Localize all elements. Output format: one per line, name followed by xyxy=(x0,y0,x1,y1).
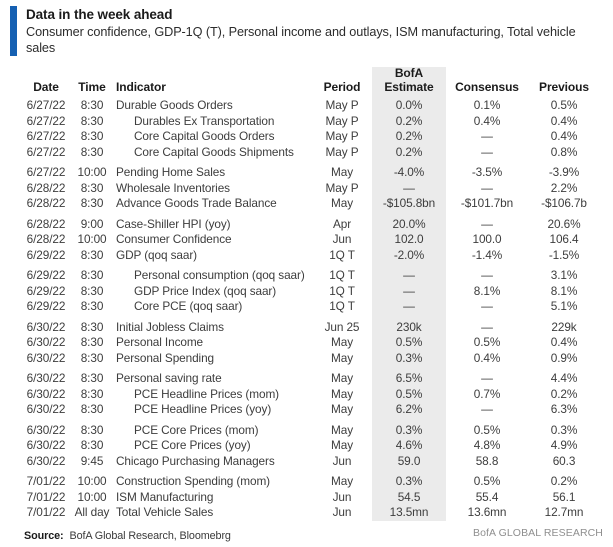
bofa-estimate-cell: 54.5 xyxy=(397,489,421,504)
date-cell: 6/29/22 xyxy=(26,247,66,262)
indicator-cell: Advance Goods Trade Balance xyxy=(116,196,277,210)
consensus-cell: 0.5% xyxy=(473,422,501,437)
previous-cell: 229k xyxy=(551,319,577,334)
table-row xyxy=(0,145,613,161)
indicator-cell: PCE Core Prices (mom) xyxy=(134,422,259,437)
previous-cell: 0.3% xyxy=(550,422,578,437)
column-header-previous: Previous xyxy=(539,79,589,94)
economic-calendar-table xyxy=(0,67,613,521)
consensus-cell: — xyxy=(481,268,493,282)
time-cell: 9:00 xyxy=(80,216,104,231)
indicator-cell: Pending Home Sales xyxy=(116,165,226,179)
time-cell: 8:30 xyxy=(80,335,104,349)
time-cell: 8:30 xyxy=(80,180,104,195)
date-cell: 6/30/22 xyxy=(26,350,66,365)
period-cell: Jun xyxy=(332,453,352,468)
period-cell: 1Q T xyxy=(329,247,355,262)
period-cell: May P xyxy=(325,180,359,195)
time-cell: 10:00 xyxy=(77,489,107,504)
table-row xyxy=(0,454,613,470)
consensus-cell: 58.8 xyxy=(475,453,499,468)
bofa-estimate-cell: — xyxy=(403,268,415,282)
indicator-cell: ISM Manufacturing xyxy=(116,489,214,504)
exhibit-subtitle: Consumer confidence, GDP-1Q (T), Personal income and outlays, ISM manufacturing, Total vehicle sales xyxy=(26,25,576,55)
bofa-estimate-cell: 4.6% xyxy=(395,438,423,452)
date-cell: 7/01/22 xyxy=(26,474,66,488)
previous-cell: 20.6% xyxy=(547,216,581,231)
date-cell: 6/27/22 xyxy=(26,165,66,179)
previous-cell: 2.2% xyxy=(550,180,578,195)
indicator-cell: Personal Income xyxy=(116,335,204,349)
bofa-estimate-cell: 230k xyxy=(396,319,422,334)
date-cell: 6/27/22 xyxy=(26,98,66,112)
period-cell: Jun xyxy=(332,232,352,246)
period-cell: May xyxy=(331,422,353,437)
indicator-cell: Personal consumption (qoq saar) xyxy=(134,268,305,282)
indicator-cell: GDP Price Index (qoq saar) xyxy=(134,283,277,298)
previous-cell: 3.1% xyxy=(550,268,578,282)
date-cell: 6/30/22 xyxy=(26,386,66,401)
table-row xyxy=(0,268,613,284)
date-cell: 6/30/22 xyxy=(26,319,66,334)
period-cell: May xyxy=(331,438,353,452)
bofa-estimate-cell: 0.5% xyxy=(395,386,423,401)
indicator-cell: Durable Goods Orders xyxy=(116,98,233,112)
date-cell: 6/30/22 xyxy=(26,371,66,385)
column-header-bofa-estimate xyxy=(372,67,446,94)
date-cell: 7/01/22 xyxy=(26,505,66,519)
bofa-estimate-cell: 0.0% xyxy=(395,98,423,112)
bofa-estimate-cell: 0.5% xyxy=(395,335,423,349)
period-cell: 1Q T xyxy=(329,299,355,313)
consensus-cell: 0.1% xyxy=(473,98,501,112)
table-body xyxy=(0,98,613,521)
table-row xyxy=(0,490,613,506)
bofa-global-research-watermark: BofA GLOBAL RESEARCH xyxy=(473,527,603,539)
table-row xyxy=(0,232,613,248)
bofa-estimate-cell: 0.2% xyxy=(395,113,423,128)
date-cell: 6/28/22 xyxy=(26,180,66,195)
time-cell: 8:30 xyxy=(80,422,104,437)
bofa-estimate-cell: 6.2% xyxy=(395,402,423,416)
time-cell: 8:30 xyxy=(80,247,104,262)
time-cell: 8:30 xyxy=(80,350,104,365)
time-cell: 8:30 xyxy=(80,268,104,282)
previous-cell: 5.1% xyxy=(550,299,578,313)
bofa-estimate-cell: -$105.8bn xyxy=(382,196,436,210)
period-cell: 1Q T xyxy=(329,283,355,298)
previous-cell: 0.2% xyxy=(550,474,578,488)
period-cell: May P xyxy=(325,144,359,159)
table-row xyxy=(0,248,613,264)
consensus-cell: — xyxy=(481,129,493,143)
period-cell: May xyxy=(331,402,353,416)
column-header-period: Period xyxy=(323,79,361,94)
time-cell: 8:30 xyxy=(80,402,104,416)
previous-cell: 0.5% xyxy=(550,98,578,112)
table-row xyxy=(0,284,613,300)
bofa-estimate-cell: 0.3% xyxy=(395,350,423,365)
consensus-cell: 0.5% xyxy=(473,335,501,349)
header-text xyxy=(26,6,603,56)
consensus-cell: 4.8% xyxy=(473,438,501,452)
consensus-cell: -$101.7bn xyxy=(460,196,514,210)
period-cell: May xyxy=(331,165,353,179)
bofa-estimate-cell: -2.0% xyxy=(393,247,425,262)
previous-cell: 12.7mn xyxy=(544,505,584,519)
previous-cell: -3.9% xyxy=(548,165,580,179)
indicator-cell: Total Vehicle Sales xyxy=(116,505,214,519)
consensus-cell: 0.7% xyxy=(473,386,501,401)
indicator-cell: Durables Ex Transportation xyxy=(134,113,275,128)
period-cell: May xyxy=(331,474,353,488)
consensus-cell: 100.0 xyxy=(472,232,502,246)
table-row xyxy=(0,387,613,403)
previous-cell: 6.3% xyxy=(550,402,578,416)
bofa-estimate-cell: 102.0 xyxy=(394,232,424,246)
column-header-consensus: Consensus xyxy=(455,79,519,94)
previous-cell: 4.4% xyxy=(550,371,578,385)
bofa-estimate-cell: 0.2% xyxy=(395,144,423,159)
period-cell: May P xyxy=(325,113,359,128)
consensus-cell: — xyxy=(481,180,493,195)
date-cell: 6/28/22 xyxy=(26,232,66,246)
consensus-cell: — xyxy=(481,371,493,385)
date-cell: 6/28/22 xyxy=(26,216,66,231)
indicator-cell: Consumer Confidence xyxy=(116,232,232,246)
consensus-cell: 13.6mn xyxy=(467,505,507,519)
exhibit-title: Data in the week ahead xyxy=(26,7,173,22)
previous-cell: 56.1 xyxy=(552,489,576,504)
indicator-cell: Construction Spending (mom) xyxy=(116,474,271,488)
period-cell: May xyxy=(331,371,353,385)
source-text: BofA Global Research, Bloomebrg xyxy=(69,529,231,542)
indicator-cell: Personal saving rate xyxy=(116,371,222,385)
bofa-estimate-cell: — xyxy=(403,283,415,298)
column-header-time: Time xyxy=(78,79,106,94)
date-cell: 6/29/22 xyxy=(26,268,66,282)
consensus-cell: — xyxy=(481,216,493,231)
bofa-estimate-cell: 6.5% xyxy=(395,371,423,385)
previous-cell: 0.4% xyxy=(550,113,578,128)
bofa-estimate-line1: BofA xyxy=(394,66,424,80)
period-cell: May xyxy=(331,335,353,349)
previous-cell: -$106.7b xyxy=(541,196,587,210)
time-cell: 10:00 xyxy=(77,474,107,488)
bofa-estimate-cell: — xyxy=(403,180,415,195)
indicator-cell: GDP (qoq saar) xyxy=(116,247,197,262)
table-row xyxy=(0,371,613,387)
bofa-estimate-cell: 0.3% xyxy=(395,422,423,437)
time-cell: 8:30 xyxy=(80,144,104,159)
table-row xyxy=(0,423,613,439)
date-cell: 6/30/22 xyxy=(26,402,66,416)
indicator-cell: Chicago Purchasing Managers xyxy=(116,453,275,468)
period-cell: May P xyxy=(325,129,359,143)
time-cell: 8:30 xyxy=(80,319,104,334)
period-cell: 1Q T xyxy=(329,268,355,282)
consensus-cell: 0.4% xyxy=(473,350,501,365)
date-cell: 6/27/22 xyxy=(26,129,66,143)
time-cell: All day xyxy=(74,505,110,519)
indicator-cell: Initial Jobless Claims xyxy=(116,319,224,334)
period-cell: May xyxy=(331,196,353,210)
date-cell: 6/28/22 xyxy=(26,196,66,210)
consensus-cell: — xyxy=(481,402,493,416)
table-row xyxy=(0,474,613,490)
time-cell: 9:45 xyxy=(80,453,104,468)
period-cell: May P xyxy=(325,98,359,112)
period-cell: May xyxy=(331,386,353,401)
exhibit-header xyxy=(0,0,613,56)
date-cell: 6/30/22 xyxy=(26,438,66,452)
indicator-cell: Wholesale Inventories xyxy=(116,180,230,195)
indicator-cell: Core Capital Goods Orders xyxy=(134,129,275,143)
date-cell: 6/30/22 xyxy=(26,422,66,437)
indicator-cell: Core PCE (qoq saar) xyxy=(134,299,243,313)
time-cell: 8:30 xyxy=(80,438,104,452)
time-cell: 8:30 xyxy=(80,283,104,298)
previous-cell: -1.5% xyxy=(548,247,580,262)
indicator-cell: PCE Headline Prices (yoy) xyxy=(134,402,272,416)
consensus-cell: -3.5% xyxy=(471,165,503,179)
table-row xyxy=(0,129,613,145)
date-cell: 6/30/22 xyxy=(26,453,66,468)
time-cell: 10:00 xyxy=(77,232,107,246)
indicator-cell: PCE Core Prices (yoy) xyxy=(134,438,251,452)
accent-bar xyxy=(10,6,17,56)
table-row xyxy=(0,505,613,521)
table-row xyxy=(0,351,613,367)
table-row xyxy=(0,320,613,336)
period-cell: Jun xyxy=(332,505,352,519)
time-cell: 8:30 xyxy=(80,196,104,210)
time-cell: 8:30 xyxy=(80,98,104,112)
time-cell: 8:30 xyxy=(80,129,104,143)
bofa-estimate-cell: 59.0 xyxy=(397,453,421,468)
consensus-cell: — xyxy=(481,144,493,159)
consensus-cell: 0.5% xyxy=(473,474,501,488)
table-row xyxy=(0,217,613,233)
previous-cell: 0.4% xyxy=(550,129,578,143)
table-row xyxy=(0,299,613,315)
period-cell: May xyxy=(331,350,353,365)
consensus-cell: 8.1% xyxy=(473,283,501,298)
indicator-cell: PCE Headline Prices (mom) xyxy=(134,386,280,401)
previous-cell: 4.9% xyxy=(550,438,578,452)
bofa-estimate-cell: -4.0% xyxy=(393,165,425,179)
consensus-cell: 55.4 xyxy=(475,489,499,504)
period-cell: Apr xyxy=(332,216,352,231)
period-cell: Jun 25 xyxy=(324,319,360,334)
previous-cell: 0.2% xyxy=(550,386,578,401)
bofa-estimate-cell: 13.5mn xyxy=(389,505,429,519)
table-row xyxy=(0,402,613,418)
bofa-estimate-cell: 0.3% xyxy=(395,474,423,488)
previous-cell: 0.4% xyxy=(550,335,578,349)
previous-cell: 8.1% xyxy=(550,283,578,298)
table-row xyxy=(0,438,613,454)
date-cell: 6/29/22 xyxy=(26,299,66,313)
time-cell: 8:30 xyxy=(80,113,104,128)
indicator-cell: Case-Shiller HPI (yoy) xyxy=(116,216,231,231)
consensus-cell: 0.4% xyxy=(473,113,501,128)
table-row xyxy=(0,114,613,130)
time-cell: 10:00 xyxy=(77,165,107,179)
date-cell: 7/01/22 xyxy=(26,489,66,504)
consensus-cell: — xyxy=(481,319,493,334)
bofa-estimate-cell: 20.0% xyxy=(392,216,426,231)
time-cell: 8:30 xyxy=(80,386,104,401)
time-cell: 8:30 xyxy=(80,371,104,385)
previous-cell: 0.9% xyxy=(550,350,578,365)
table-row xyxy=(0,335,613,351)
table-row xyxy=(0,165,613,181)
previous-cell: 0.8% xyxy=(550,144,578,159)
consensus-cell: -1.4% xyxy=(471,247,503,262)
indicator-cell: Core Capital Goods Shipments xyxy=(134,144,294,159)
bofa-estimate-line2: Estimate xyxy=(384,79,434,94)
table-row xyxy=(0,196,613,212)
date-cell: 6/27/22 xyxy=(26,113,66,128)
bofa-estimate-cell: — xyxy=(403,299,415,313)
consensus-cell: — xyxy=(481,299,493,313)
column-header-date: Date xyxy=(33,79,59,94)
date-cell: 6/30/22 xyxy=(26,335,66,349)
date-cell: 6/29/22 xyxy=(26,283,66,298)
table-row xyxy=(0,98,613,114)
table-header-row xyxy=(0,67,613,98)
date-cell: 6/27/22 xyxy=(26,144,66,159)
previous-cell: 60.3 xyxy=(552,453,576,468)
bofa-estimate-cell: 0.2% xyxy=(395,129,423,143)
table-row xyxy=(0,181,613,197)
time-cell: 8:30 xyxy=(80,299,104,313)
period-cell: Jun xyxy=(332,489,352,504)
indicator-cell: Personal Spending xyxy=(116,350,214,365)
previous-cell: 106.4 xyxy=(549,232,579,246)
source-label: Source: xyxy=(24,529,64,542)
column-header-indicator: Indicator xyxy=(116,79,166,94)
